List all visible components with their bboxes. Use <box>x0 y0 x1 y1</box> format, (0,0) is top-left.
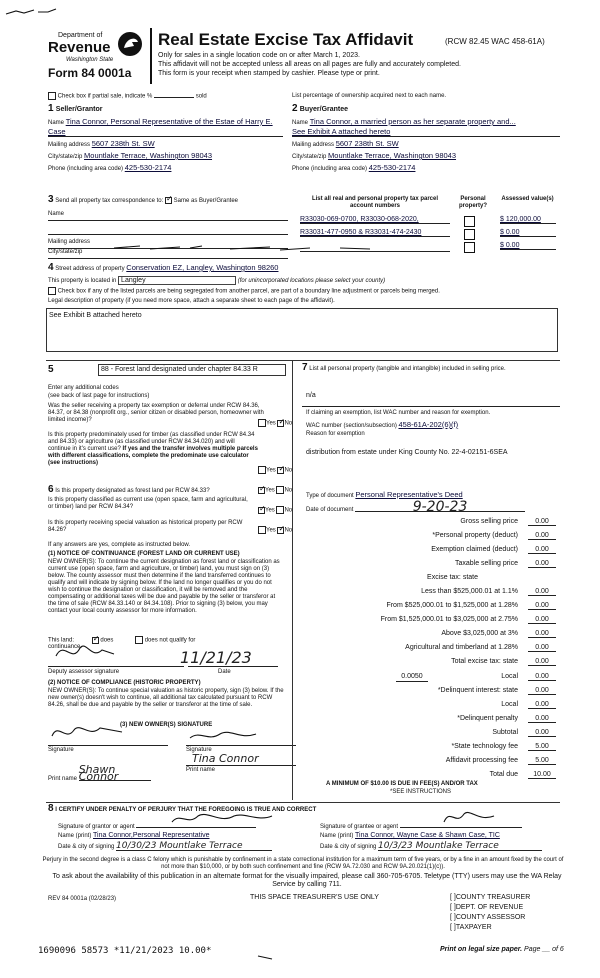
tax-label-1: *Personal property (deduct) <box>432 532 518 539</box>
seller-name-value2[interactable]: Case <box>48 127 283 137</box>
reason-label: Reason for exemption <box>306 431 365 437</box>
buyer-city-row[interactable] <box>292 152 560 161</box>
copy-county-assessor: [ ]COUNTY ASSESSOR <box>450 914 526 921</box>
assessed-value-1[interactable]: $ 120,000.00 <box>500 216 556 224</box>
treasurer-only-label: THIS SPACE TREASURER'S USE ONLY <box>250 894 379 901</box>
buyer-name-row[interactable] <box>292 118 560 127</box>
timber-question <box>48 432 258 467</box>
doc-type-row <box>306 491 505 500</box>
alt-format-notice: To ask about the availability of this publication in an alternate format for the visually impaired, please call 360-705-6705. Teletype (TTY) users may use the WA Relay Service by calling 711. <box>52 873 562 888</box>
current-use-question: Is this property classified as current use (open space, farm and agricultural, or timber) land per RCW 84.34? <box>48 497 248 510</box>
timber-question-2: If yes and the transfer involves multiple parcels with different classifications, complete the predominate use calculator (see instructions) <box>48 446 258 466</box>
same-as-buyer-checkbox[interactable] <box>165 197 172 204</box>
personal-property-checkbox-1[interactable] <box>464 216 475 227</box>
land-use-code-select[interactable]: 88 - Forest land designated under chapter 84.33 R <box>98 364 286 376</box>
wac-value[interactable]: 458-61A-202(6)(f) <box>398 420 459 429</box>
section7-label: List all personal property (tangible and intangible) included in selling price. <box>309 366 506 372</box>
legal-description-box[interactable] <box>46 308 558 352</box>
assessor-date: 11/21/23 <box>180 648 252 667</box>
tax-label-2: Exemption claimed (deduct) <box>431 546 518 553</box>
buyer-phone-label: Phone (including area code) <box>292 166 368 172</box>
buyer-phone-value: 425-530-2174 <box>368 163 416 172</box>
grantee-name-value[interactable]: Tina Connor, Wayne Case & Shawn Case, TIC <box>355 832 500 839</box>
correspondence-label: Send all property tax correspondence to: <box>55 198 164 204</box>
scribble-marks <box>110 240 430 258</box>
forest-no-label: No <box>284 487 293 494</box>
tax-label-14: *Delinquent penalty <box>457 715 518 722</box>
exemption-yes-no <box>258 419 292 428</box>
doc-date-row <box>306 499 525 515</box>
continuance-label: continuance. <box>48 644 83 650</box>
rev-number: REV 84 0001a (02/28/23) <box>48 896 117 902</box>
tax-value-8[interactable]: 0.00 <box>528 630 556 638</box>
does-not-qualify-checkbox[interactable] <box>135 636 143 644</box>
personal-property-col-header: Personal property? <box>458 196 487 209</box>
exemption-yes-checkbox[interactable] <box>258 419 266 427</box>
street-label: Street address of property <box>55 266 125 272</box>
recording-stamp: 1690096 58573 *11/21/2023 10.00* <box>38 946 212 956</box>
signature-line-left[interactable] <box>48 745 168 746</box>
timber-yes-checkbox[interactable] <box>258 466 266 474</box>
tax-label-6: From $525,000.01 to $1,525,000 at 1.28% <box>386 602 518 609</box>
tax-label-13: Local <box>501 701 518 708</box>
tax-value-3[interactable]: 0.00 <box>528 560 556 568</box>
buyer-name-label: Name <box>292 120 309 126</box>
timber-no-checkbox[interactable] <box>277 467 284 474</box>
seller-number: 1 <box>48 103 54 114</box>
parcel-col-header: List all real and personal property tax parcel account numbers <box>311 196 439 209</box>
seller-name-row[interactable] <box>48 118 283 127</box>
exemption-claim-label: If claiming an exemption, list WAC number and reason for exemption. <box>306 410 491 416</box>
property-number: 4 <box>48 262 54 273</box>
tax-label-0: Gross selling price <box>460 518 518 525</box>
local-rate: 0.0050 <box>396 673 428 682</box>
buyer-name-value2[interactable]: See Exhibit A attached hereto <box>292 127 560 137</box>
segregated-checkbox[interactable] <box>48 287 56 295</box>
grantor-date-value[interactable]: 10/30/23 Mountlake Terrace <box>116 843 272 851</box>
correspondence-blank-line <box>48 221 288 235</box>
tax-label-12: *Delinquent interest: state <box>437 687 518 694</box>
buyer-address-value: 5607 238th St. SW <box>335 139 399 148</box>
forest-question-row <box>48 486 248 495</box>
timber-no-label: No <box>284 467 293 474</box>
correspondence-address-label: Mailing address <box>48 239 91 245</box>
wac-row <box>306 421 458 430</box>
grantee-date-label: Date & city of signing <box>320 844 377 850</box>
forest-yes-checkbox[interactable] <box>258 487 265 494</box>
buyer-heading: Buyer/Grantee <box>299 106 349 113</box>
header-sub3: This form is your receipt when stamped by cashier. Please type or print. <box>158 70 380 77</box>
tax-label-10: Total excise tax: state <box>451 658 518 665</box>
ownership-note: List percentage of ownership acquired next to each name. <box>292 93 447 99</box>
buyer-address-label: Mailing address <box>292 142 335 148</box>
tax-value-12[interactable]: 0.00 <box>528 687 556 695</box>
print-name-left-value[interactable]: Shawn Connor <box>79 766 151 781</box>
tax-value-2[interactable]: 0.00 <box>528 546 556 554</box>
grantee-signature <box>440 806 500 828</box>
tax-label-8: Above $3,025,000 at 3% <box>441 630 518 637</box>
tax-label-18: Total due <box>489 771 518 778</box>
section7-number: 7 <box>302 362 308 373</box>
legal-description-value: See Exhibit B attached hereto <box>49 312 142 319</box>
copy-dept-revenue: [ ]DEPT. OF REVENUE <box>450 904 524 911</box>
located-select[interactable]: Langley <box>118 276 236 285</box>
section6-number: 6 <box>48 484 54 495</box>
print-name-right-value: Tina Connor <box>192 752 259 765</box>
dept-line1: Department of <box>58 32 103 39</box>
new-owner-sig-label: (3) NEW OWNER(S) SIGNATURE <box>120 722 213 728</box>
certify-statement: I CERTIFY UNDER PENALTY OF PERJURY THAT THE FOREGOING IS TRUE AND CORRECT <box>55 807 317 813</box>
revenue-logo-icon <box>116 30 144 58</box>
buyer-address-row[interactable] <box>292 140 560 149</box>
segregated-row <box>48 287 568 296</box>
buyer-section <box>292 104 560 173</box>
personal-property-checkbox-3[interactable] <box>464 242 475 253</box>
tax-value-0[interactable]: 0.00 <box>528 518 556 526</box>
section8-number: 8 <box>48 803 54 814</box>
tax-value-7[interactable]: 0.00 <box>528 616 556 624</box>
exemption-question: Was the seller receiving a property tax exemption or deferral under RCW 84.36, 84.37, or 84.38 (nonprofit org., senior citizen or disabled person, homeowner with limited income)? <box>48 403 264 423</box>
partial-sale-sold: sold <box>195 93 207 100</box>
correspondence-name-field[interactable] <box>48 211 288 221</box>
buyer-name-value: Tina Connor, a married person as her separate property and... <box>309 117 516 126</box>
historical-no-checkbox[interactable] <box>277 527 284 534</box>
grantor-sig-label: Signature of grantor or agent <box>58 824 135 830</box>
tax-value-14[interactable]: 0.00 <box>528 715 556 723</box>
partial-sale-percent-field[interactable] <box>154 97 194 98</box>
grantor-name-label: Name (print) <box>58 833 92 839</box>
header-sub2: This affidavit will not be accepted unless all areas on all pages are fully and accurately completed. <box>158 61 461 68</box>
exemption-yes-label: Yes <box>266 420 276 427</box>
signature-label-left: Signature <box>48 747 74 753</box>
tax-value-16[interactable]: 5.00 <box>528 743 556 751</box>
seller-phone-label: Phone (including area code) <box>48 166 124 172</box>
wac-label: WAC number (section/subsection) <box>306 423 397 429</box>
grantor-signature <box>168 810 278 828</box>
exemption-no-checkbox[interactable] <box>277 420 284 427</box>
section7-row <box>302 364 562 373</box>
this-land-label: This land: <box>48 637 75 644</box>
signature-line-right[interactable] <box>186 745 296 746</box>
grantor-date-row <box>58 843 272 851</box>
seller-address-value: 5607 238th St. SW <box>91 139 155 148</box>
dept-line3: Washington State <box>66 57 114 63</box>
buyer-city-value: Mountlake Terrace, Washington 98043 <box>328 151 457 160</box>
assessed-value-3[interactable]: $ 0.00 <box>500 242 556 250</box>
tax-value-15[interactable]: 0.00 <box>528 729 556 737</box>
minimum-due-note: A MINIMUM OF $10.00 IS DUE IN FEE(S) AND/OR TAX <box>326 781 478 787</box>
section5-number: 5 <box>48 364 54 375</box>
bottom-mark <box>256 952 276 962</box>
see-instructions-note: *SEE INSTRUCTIONS <box>390 789 452 795</box>
current-use-yes-no <box>258 506 292 515</box>
new-owner-signature-left <box>48 720 128 744</box>
seller-phone-value: 425-530-2174 <box>124 163 172 172</box>
notice2-body: NEW OWNER(S): To continue special valuation as historic property, sign (3) below. If the new owner(s) doesn't wish to continue, all additional tax calculated pursuant to RCW 84.26, shall be due and payable by the seller or transferor at the time of sale. <box>48 688 284 708</box>
notice1-title: (1) NOTICE OF CONTINUANCE (FOREST LAND OR CURRENT USE) <box>48 551 240 557</box>
grantee-sig-label: Signature of grantee or agent <box>320 824 399 830</box>
print-name-left-row <box>48 763 151 783</box>
copy-county-treasurer: [ ]COUNTY TREASURER <box>450 894 531 901</box>
seller-city-label: City/state/zip <box>48 154 83 160</box>
correspondence-city-label: City/state/zip <box>48 249 83 255</box>
notice1-body: NEW OWNER(S): To continue the current designation as forest land or classification as current use (open space, farm and agriculture, or timber) land, you must sign on (3) below. The county assessor must then determine if the land transferred continues to qualify and will indicate by signing below. If the land no longer qualifies or you do not wish to continue the designation or classification, it will be removed and the compensating or additional taxes will be due and payable by the seller or transferor at the time of sale (RCW 84.33.140 or 84.34.108). Prior to signing (3) below, you may contact your local county assessor for more information. <box>48 559 280 614</box>
grantee-date-value[interactable]: 10/3/23 Mountlake Terrace <box>378 843 542 851</box>
segregated-label: Check box if any of the listed parcels are being segregated from another parcel, are part of a boundary line adjustment or parcels being merged. <box>57 288 440 295</box>
tax-label-11: Local <box>501 673 518 680</box>
parcel-number-2[interactable]: R33031-477-0950 & R33031-474-2430 <box>300 229 450 237</box>
current-use-no-label: No <box>284 507 293 514</box>
legal-label: Legal description of property (if you need more space, attach a separate sheet to each page of the affidavit). <box>48 298 335 304</box>
tax-label-7: From $1,525,000.01 to $3,025,000 at 2.75% <box>380 616 518 623</box>
tax-label-5: Less than $525,000.01 at 1.1% <box>421 588 518 595</box>
historical-yes-label: Yes <box>266 527 276 534</box>
seller-heading: Seller/Grantor <box>55 106 103 113</box>
tax-label-9: Agricultural and timberland at 1.28% <box>405 644 518 651</box>
current-use-yes-label: Yes <box>265 507 275 514</box>
tax-value-10[interactable]: 0.00 <box>528 658 556 666</box>
located-row <box>48 276 385 285</box>
section5-top-rule <box>46 360 560 361</box>
form-title: Real Estate Excise Tax Affidavit <box>158 30 414 49</box>
doc-date-label: Date of document <box>306 507 354 513</box>
buyer-phone-row[interactable] <box>292 164 560 173</box>
signature-label-right: Signature <box>186 747 212 753</box>
legal-paper-note: Print on legal size paper. <box>440 946 523 953</box>
historical-no-label: No <box>284 527 293 534</box>
notice2-title: (2) NOTICE OF COMPLIANCE (HISTORIC PROPERTY) <box>48 680 201 686</box>
seller-city-row[interactable] <box>48 152 283 161</box>
deputy-sig-label: Deputy assessor signature <box>48 669 120 675</box>
assessed-value-col-header: Assessed value(s) <box>501 196 554 202</box>
correspondence-number: 3 <box>48 194 54 205</box>
reason-value[interactable]: distribution from estate under King County No. 22-4-02151-6SEA <box>306 449 508 456</box>
partial-sale-label: Check box if partial sale, indicate % <box>57 93 153 100</box>
seller-address-row[interactable] <box>48 140 283 149</box>
forest-question: Is this property designated as forest land per RCW 84.33? <box>55 488 210 494</box>
column-divider <box>292 360 293 800</box>
timber-yes-no <box>258 466 292 475</box>
doc-date-value[interactable]: 9-20-23 <box>355 504 525 512</box>
tax-value-6[interactable]: 0.00 <box>528 602 556 610</box>
section6-instructions: If any answers are yes, complete as instructed below. <box>48 542 191 548</box>
print-name-label-right: Print name <box>186 767 216 773</box>
does-not-label: does not qualify for <box>144 637 196 644</box>
deputy-sig-line[interactable] <box>48 666 184 667</box>
print-name-line-right[interactable] <box>186 765 296 766</box>
seller-name-label: Name <box>48 120 65 126</box>
assessor-date-label: Date <box>218 669 231 675</box>
form-citation: (RCW 82.45 WAC 458-61A) <box>445 37 545 46</box>
corner-scribble <box>4 6 64 18</box>
buyer-number: 2 <box>292 103 298 114</box>
forest-yes-label: Yes <box>265 487 275 494</box>
buyer-city-label: City/state/zip <box>292 154 327 160</box>
located-label: This property is located in <box>48 278 117 284</box>
parcel-row-1 <box>300 216 558 228</box>
historical-question: Is this property receiving special valuation as historical property per RCW 84.26? <box>48 520 243 533</box>
historical-yes-no <box>258 526 292 535</box>
tax-label-4: Excise tax: state <box>427 574 478 581</box>
personal-property-checkbox-2[interactable] <box>464 229 475 240</box>
correspondence-name-label: Name <box>48 211 65 217</box>
new-owner-signature-right <box>186 726 266 746</box>
partial-sale-row <box>48 92 207 101</box>
unincorporated-note: (for unincorporated locations please select your county) <box>237 278 386 284</box>
section7-line <box>302 406 560 407</box>
page-indicator: Page __ of 6 <box>524 946 564 953</box>
doc-type-label: Type of document <box>306 493 354 499</box>
assessor-signature <box>52 636 122 666</box>
historical-yes-checkbox[interactable] <box>258 526 266 534</box>
tax-value-17[interactable]: 5.00 <box>528 757 556 765</box>
additional-codes-label: Enter any additional codes <box>48 385 119 391</box>
forest-yes-no <box>258 486 292 495</box>
tax-value-1[interactable]: 0.00 <box>528 532 556 540</box>
perjury-notice: Perjury in the second degree is a class C felony which is punishable by confinement in a state correctional institution for a maximum term of five years, or by a fine in an amount fixed by the court of not more than $10,000, or by both such confinement and fine (RCW 9A.72.030 and RCW 9A.20.021(1)(c)). <box>42 857 564 870</box>
assessor-date-line[interactable] <box>188 666 278 667</box>
page-footer-right <box>440 946 564 954</box>
grantee-name-row <box>320 832 525 840</box>
header-divider <box>150 28 152 84</box>
tax-label-17: Affidavit processing fee <box>445 757 518 764</box>
grantee-date-row <box>320 843 542 851</box>
grantor-date-label: Date & city of signing <box>58 844 115 850</box>
seller-name-value: Tina Connor, Personal Representative of the Estae of Harry E. <box>65 117 273 126</box>
dept-line2: Revenue <box>48 39 111 56</box>
form-number: Form 84 0001a <box>48 66 132 80</box>
tax-value-18[interactable]: 10.00 <box>528 771 556 779</box>
same-as-buyer-label: Same as Buyer/Grantee <box>173 198 239 204</box>
copy-taxpayer: [ ]TAXPAYER <box>450 924 492 931</box>
doc-type-value[interactable]: Personal Representative's Deed <box>355 490 463 499</box>
tax-value-9[interactable]: 0.00 <box>528 644 556 652</box>
grantor-name-value[interactable]: Tina Connor,Personal Representative <box>93 832 210 839</box>
print-name-label-left: Print name <box>48 776 78 782</box>
current-use-yes-checkbox[interactable] <box>258 507 265 514</box>
seller-phone-row[interactable] <box>48 164 283 173</box>
seller-section <box>48 104 283 173</box>
tax-value-5[interactable]: 0.00 <box>528 588 556 596</box>
assessed-value-2[interactable]: $ 0.00 <box>500 229 556 237</box>
tax-value-13[interactable]: 0.00 <box>528 701 556 709</box>
header-sub1: Only for sales in a single location code on or after March 1, 2023. <box>158 52 360 59</box>
personal-property-value[interactable]: n/a <box>306 392 316 399</box>
street-row <box>48 264 278 273</box>
timber-yes-label: Yes <box>266 467 276 474</box>
does-label: does <box>100 637 114 644</box>
section8-top-rule <box>46 802 560 803</box>
parcel-number-1[interactable]: R33030-069-0700, R33030-068-2020, <box>300 216 450 224</box>
tax-lines <box>300 516 560 850</box>
tax-label-16: *State technology fee <box>451 743 518 750</box>
tax-value-11[interactable]: 0.00 <box>528 673 556 681</box>
grantor-name-row <box>58 832 233 840</box>
partial-sale-checkbox[interactable] <box>48 92 56 100</box>
tax-label-3: Taxable selling price <box>454 560 518 567</box>
see-back-label: (see back of last page for instructions) <box>48 393 150 399</box>
grantee-name-label: Name (print) <box>320 833 354 839</box>
tax-label-15: Subtotal <box>492 729 518 736</box>
seller-address-label: Mailing address <box>48 142 91 148</box>
seller-city-value: Mountlake Terrace, Washington 98043 <box>84 151 213 160</box>
street-value[interactable]: Conservation EZ, Langley, Washington 98260 <box>126 263 279 272</box>
timber-question-1: Is this property predominately used for timber (as classified under RCW 84.34 and 84.33) or agriculture (as classified under RCW 84.34.020) and will continue in it's current use? <box>48 432 255 452</box>
exemption-no-label: No <box>284 420 293 427</box>
